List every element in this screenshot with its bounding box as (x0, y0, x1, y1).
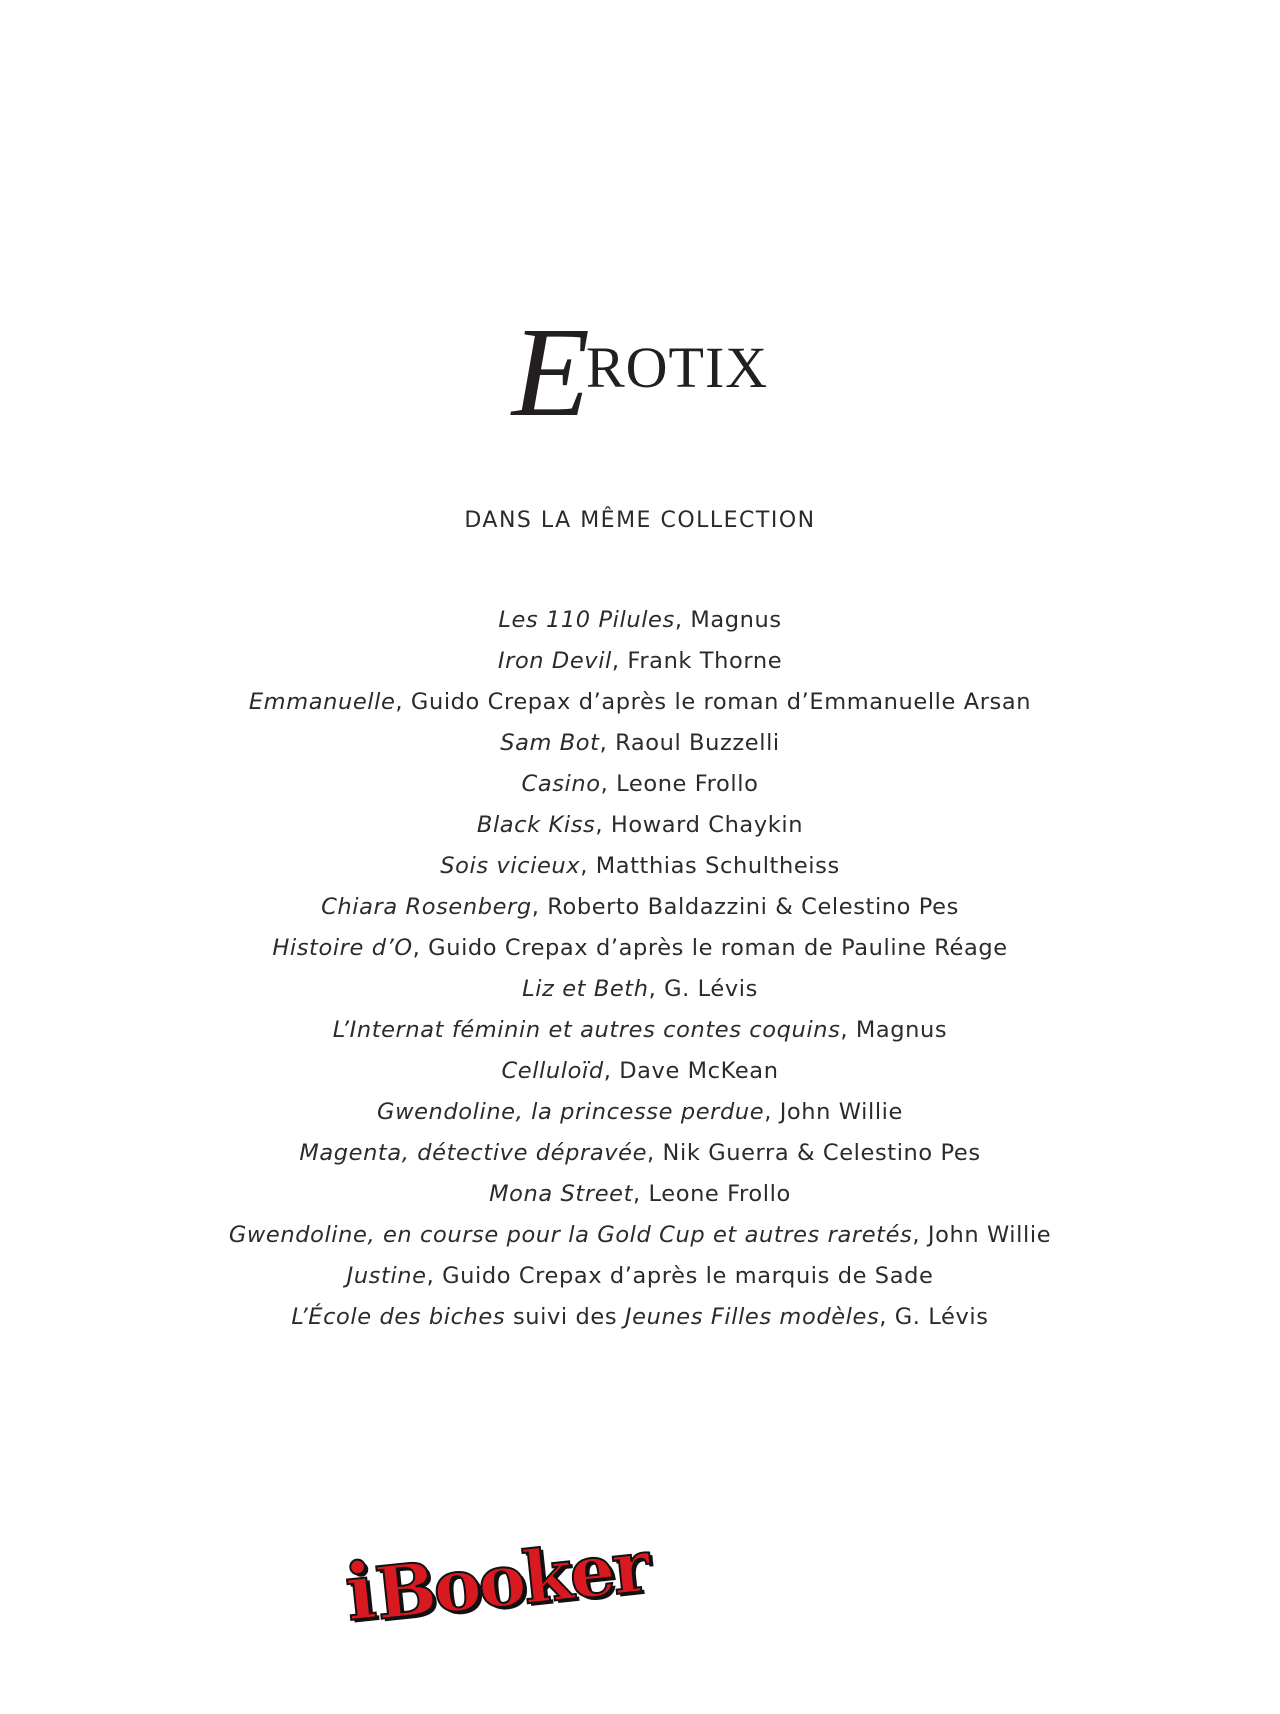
book-author: , Raoul Buzzelli (599, 730, 780, 756)
book-author: , Roberto Baldazzini & Celestino Pes (531, 894, 959, 920)
list-item (0, 682, 1280, 723)
book-title: Jeunes Filles modèles (624, 1304, 880, 1330)
list-item (0, 1133, 1280, 1174)
book-author: , Matthias Schultheiss (580, 853, 840, 879)
list-item (0, 764, 1280, 805)
section-heading: DANS LA MÊME COLLECTION (464, 508, 816, 533)
book-title: Sam Bot (500, 730, 600, 756)
list-item (0, 846, 1280, 887)
list-item (0, 805, 1280, 846)
list-item (0, 1092, 1280, 1133)
book-title: L’Internat féminin et autres contes coquins (332, 1017, 841, 1043)
book-author: , Dave McKean (603, 1058, 779, 1084)
book-author: , Leone Frollo (633, 1181, 791, 1207)
list-item (0, 969, 1280, 1010)
collection-logo (0, 301, 1280, 443)
list-item (0, 723, 1280, 764)
book-title: L’École des biches (291, 1304, 506, 1330)
list-item (0, 1256, 1280, 1297)
book-author: , John Willie (764, 1099, 903, 1125)
book-author: , G. Lévis (879, 1304, 989, 1330)
book-title: Black Kiss (476, 812, 596, 838)
book-author: , John Willie (912, 1222, 1052, 1248)
list-item (0, 600, 1280, 641)
book-title: Celluloïd (501, 1058, 604, 1084)
book-author: , Guido Crepax d’après le marquis de Sade (426, 1263, 934, 1289)
book-author: , Guido Crepax d’après le roman d’Emmanuelle Arsan (395, 689, 1032, 715)
list-item (0, 1010, 1280, 1051)
book-author: , Frank Thorne (611, 648, 783, 674)
book-title: Gwendoline, en course pour la Gold Cup et autres raretés (228, 1222, 913, 1248)
book-title: Sois vicieux (440, 853, 581, 879)
brand-prefix: i (341, 1545, 381, 1639)
book-author: , Guido Crepax d’après le roman de Pauline Réage (412, 935, 1008, 961)
logo-initial: E (511, 301, 590, 443)
book-title: Chiara Rosenberg (321, 894, 532, 920)
list-item (0, 641, 1280, 682)
book-author: , Leone Frollo (600, 771, 759, 797)
ibooker-watermark-logo (341, 1522, 652, 1639)
list-item (0, 1174, 1280, 1215)
titles-list (0, 600, 1280, 1338)
brand-body: Booker (371, 1522, 652, 1636)
book-title: Iron Devil (497, 648, 612, 674)
book-title: Les 110 Pilules (498, 607, 675, 633)
book-title: Liz et Beth (522, 976, 649, 1002)
book-title: Mona Street (489, 1181, 634, 1207)
joining-text: suivi des (505, 1304, 625, 1330)
book-title: Justine (346, 1263, 427, 1289)
logo-rest: ROTIX (585, 334, 769, 400)
list-item (0, 928, 1280, 969)
list-item (0, 887, 1280, 928)
list-item (0, 1215, 1280, 1256)
book-author: , G. Lévis (648, 976, 758, 1002)
list-item (0, 1297, 1280, 1338)
book-title: Histoire d’O (272, 935, 413, 961)
book-author: , Magnus (840, 1017, 948, 1043)
book-author: , Magnus (674, 607, 782, 633)
book-author: , Nik Guerra & Celestino Pes (647, 1140, 981, 1166)
book-title: Casino (521, 771, 601, 797)
book-title: Magenta, détective dépravée (299, 1140, 648, 1166)
book-author: , Howard Chaykin (595, 812, 804, 838)
list-item (0, 1051, 1280, 1092)
book-title: Gwendoline, la princesse perdue (377, 1099, 765, 1125)
book-title: Emmanuelle (248, 689, 396, 715)
